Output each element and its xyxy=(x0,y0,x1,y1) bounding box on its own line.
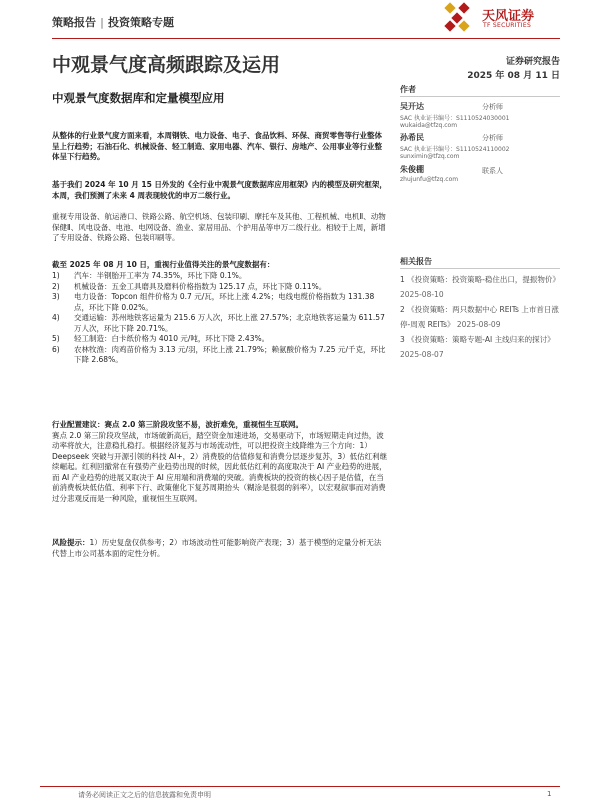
related-report-link[interactable] xyxy=(400,272,560,302)
author-name: 孙希民 xyxy=(400,133,424,142)
related-report-date: 2025-08-10 xyxy=(400,290,444,299)
report-category xyxy=(52,14,174,30)
author-name: 朱俊棚 xyxy=(400,165,424,174)
authors-divider xyxy=(400,96,560,97)
author-cert: SAC 执业证书编号：S1110524030001 xyxy=(400,115,510,122)
list-item xyxy=(52,271,388,282)
list-item-number: 5) xyxy=(52,334,60,343)
list-item xyxy=(52,282,388,293)
related-report-link[interactable] xyxy=(400,332,560,362)
list-item-text: 农林牧渔：肉鸡苗价格为 3.13 元/羽，环比上涨 21.79%；赖氨酸价格为 7.25 元/千克，环比下降 2.68%。 xyxy=(74,344,386,364)
related-report-title: 3 《投资策略：策略专题-AI 主线归来的探讨》 xyxy=(400,335,555,344)
disclaimer-notice: 请务必阅读正文之后的信息披露和免责申明 xyxy=(78,791,211,799)
brand-logo-icon xyxy=(440,2,480,34)
allocation-paragraph: 赛点 2.0 第三阶段攻坚战，市场破新高后，踏空资金加速进场，交易驱动下，市场短期走向过热，波动率将放大，注意稳扎稳打。根据经济复苏与市场流动性，可以把投资主线降维为三个方向：1）Deepseek 突破与开源引领的科技 AI+，2）消费股的估值修复和消费分层逐步复苏，3）低估红利继续崛起。红利回撤常在有强势产业趋势出现的时候，因此低估红利的高度取决于 AI 产业趋势的进展，而 AI 产业趋势的进展又取决于 AI 应用端和消费端的突破。消费板块的投资的核心因子是估值，在当前消费板块低估值、利率下行、政策催化下复苏周期抬头（糊涂是很弱的斜率），以宏观叙事而对消费过分悲观反而是一种风险，重视恒生互联网。 xyxy=(52,430,388,503)
header-divider xyxy=(52,38,560,39)
author-role: 分析师 xyxy=(482,134,503,142)
framework-paragraph: 基于我们 2024 年 10 月 15 日外发的《全行业中观景气度数据库应用框架》内的模型及研究框架，本周，我们预测了未来 4 周表现较优的申万二级行业。 xyxy=(52,180,387,200)
author-role: 分析师 xyxy=(482,103,503,111)
risk-section xyxy=(52,538,388,559)
list-item-number: 1) xyxy=(52,271,60,280)
report-title: 中观景气度高频跟踪及运用 xyxy=(52,54,281,76)
author-name: 吴开达 xyxy=(400,102,424,111)
list-item xyxy=(52,292,388,313)
related-report-date: 2025-08-07 xyxy=(400,350,444,359)
list-item-number: 4) xyxy=(52,313,60,322)
related-report-date: 2025-08-09 xyxy=(456,320,501,329)
list-item-text: 机械设备：五金工具磨具及磨料价格指数为 125.17 点，环比下降 0.11%。 xyxy=(74,281,327,291)
list-item-text: 电力设备：Topcon 组件价格为 0.7 元/瓦，环比上涨 4.2%；电线电缆价格指数为 131.38 点，环比下降 0.02%。 xyxy=(74,292,375,312)
subcategory-label: 投资策略专题 xyxy=(108,16,175,29)
page-number: 1 xyxy=(547,790,552,798)
allocation-section xyxy=(52,420,388,504)
risk-text: 1）历史复盘仅供参考；2）市场波动性可能影响资产表现；3）基于模型的定量分析无法代替上市公司基本面的定性分析。 xyxy=(52,538,382,558)
related-heading: 相关报告 xyxy=(400,257,432,266)
recommended-industries-paragraph: 重视专用设备、航运港口、铁路公路、航空机场、包装印刷、摩托车及其他、工程机械、电机Ⅱ、动物保健Ⅱ、风电设备、电池、电网设备、渔业、家居用品、个护用品等申万二级行业。相较于上周，新增了专用设备、铁路公路、包装印刷等。 xyxy=(52,212,386,242)
list-item-number: 2) xyxy=(52,281,60,291)
footer-divider xyxy=(40,786,560,787)
report-subtitle: 中观景气度数据库和定量模型应用 xyxy=(52,91,225,105)
list-item xyxy=(52,334,388,345)
report-date: 2025 年 08 月 11 日 xyxy=(467,71,560,81)
author-email: sunximin@tfzq.com xyxy=(400,153,460,160)
brand-name-cn: 天风证券 xyxy=(482,9,535,24)
list-item xyxy=(52,313,388,334)
allocation-heading: 行业配置建议：赛点 2.0 第三阶段攻坚不易，波折难免，重视恒生互联网。 xyxy=(52,420,304,429)
author-cert: SAC 执业证书编号：S1110524110002 xyxy=(400,146,510,153)
list-item-number: 6) xyxy=(52,344,60,354)
authors-heading: 作者 xyxy=(400,85,416,94)
author-email: wukaida@tfzq.com xyxy=(400,122,458,129)
list-item-text: 交通运输：苏州地铁客运量为 215.6 万人次，环比上涨 27.57%；北京地铁客运量为 611.57 万人次，环比下降 20.71%。 xyxy=(74,313,385,333)
author-email: zhujunfu@tfzq.com xyxy=(400,176,459,183)
author-role: 联系人 xyxy=(482,167,503,175)
risk-label: 风险提示： xyxy=(52,538,90,547)
related-report-title: 1 《投资策略：投资策略-稳住出口，提振物价》 xyxy=(400,275,560,284)
related-report-link[interactable] xyxy=(400,302,560,332)
indicator-list xyxy=(52,271,388,366)
list-item-text: 轻工制造：白卡纸价格为 4010 元/吨，环比下降 2.43%。 xyxy=(74,334,270,343)
brand-name-en: TF SECURITIES xyxy=(483,22,532,29)
list-item-number: 3) xyxy=(52,292,60,301)
list-item xyxy=(52,345,388,366)
brand-logo xyxy=(440,2,560,36)
list-item-text: 汽车：半钢胎开工率为 74.35%，环比下降 0.1%。 xyxy=(74,271,247,280)
data-intro-paragraph: 截至 2025 年 08 月 10 日，重视行业值得关注的景气度数据有： xyxy=(52,260,275,269)
category-label: 策略报告 xyxy=(52,16,96,29)
category-separator: | xyxy=(100,16,105,29)
related-list xyxy=(400,272,560,362)
report-type: 证券研究报告 xyxy=(505,57,560,67)
summary-paragraph: 从整体的行业景气度方面来看，本周钢铁、电力设备、电子、食品饮料、环保、商贸零售等行业整体呈上行趋势；石油石化、机械设备、轻工制造、家用电器、汽车、银行、房地产、公用事业等行业整体呈下行趋势。 xyxy=(52,131,382,161)
related-report-title: 2 《投资策略：两只数据中心 REITs 上市首日涨停-周观 REITs》 xyxy=(400,305,559,329)
related-divider xyxy=(400,268,560,269)
